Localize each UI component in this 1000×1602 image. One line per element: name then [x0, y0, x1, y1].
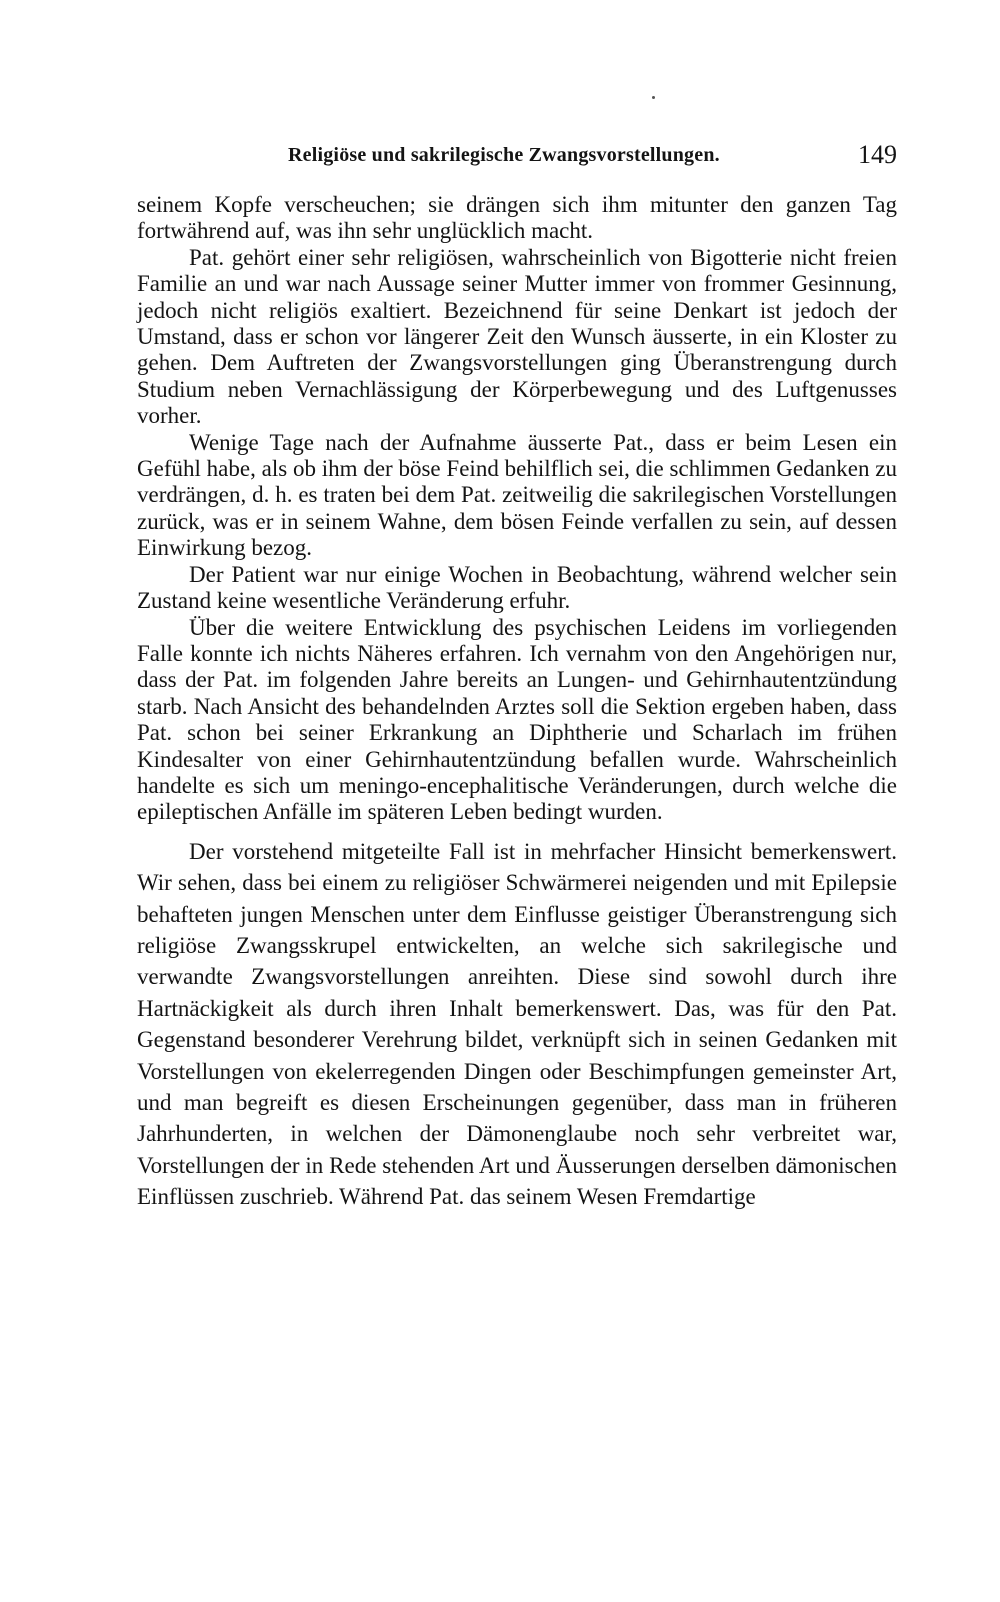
body-text: [137, 192, 897, 1213]
running-header: [137, 140, 897, 174]
page-number: 149: [858, 140, 897, 169]
running-title: Religiöse und sakrilegische Zwangsvorstellungen.: [288, 144, 720, 166]
paragraph-continuation: seinem Kopfe verscheuchen; sie drängen sich ihm mitunter den ganzen Tag fortwährend auf, was ihn sehr unglücklich macht.: [137, 192, 897, 244]
paragraph-observation: Der Patient war nur einige Wochen in Beobachtung, während welcher sein Zustand keine wesentliche Veränderung erfuhr.: [137, 561, 897, 614]
paragraph-after-admission: Wenige Tage nach der Aufnahme äusserte Pat., dass er beim Lesen ein Gefühl habe, als ob ihm der böse Feind behilflich sei, die schlimmen Gedanken zu verdrängen, d. h. es traten bei dem Pat. zeitweilig die sakrilegischen Vorstellungen zurück, was er in seinem Wahne, dem bösen Feinde verfallen zu sein, auf dessen Einwirkung bezog.: [137, 429, 897, 561]
paragraph-discussion: Der vorstehend mitgeteilte Fall ist in mehrfacher Hinsicht bemerkenswert. Wir sehen, dass bei einem zu religiöser Schwärmerei neigenden und mit Epilepsie behafteten jungen Menschen unter dem Einflusse geistiger Überanstrengung sich religiöse Zwangsskrupel entwickelten, an welche sich sakrilegische und verwandte Zwangsvorstellungen anreihten. Diese sind sowohl durch ihre Hartnäckigkeit als durch ihren Inhalt bemerkenswert. Das, was für den Pat. Gegenstand besonderer Verehrung bildet, verknüpft sich in seinen Gedanken mit Vorstellungen von ekelerregenden Dingen oder Beschimpfungen gemeinster Art, und man begreift es diesen Erscheinungen gegenüber, dass man in früheren Jahrhunderten, in welchen der Dämonenglaube noch sehr verbreitet war, Vorstellungen der in Rede stehenden Art und Äusserungen derselben dämonischen Einflüssen zuschrieb. Während Pat. das seinem Wesen Fremdartige: [137, 838, 897, 1210]
paragraph-family-history: Pat. gehört einer sehr religiösen, wahrscheinlich von Bigotterie nicht freien Familie an und war nach Aussage seiner Mutter immer von frommer Gesinnung, jedoch nicht religiös exaltiert. Bezeichnend für seine Denkart ist jedoch der Umstand, dass er schon vor längerer Zeit den Wunsch äusserte, in ein Kloster zu gehen. Dem Auftreten der Zwangsvorstellungen ging Überanstrengung durch Studium neben Vernachlässigung der Körperbewegung und des Luftgenusses vorher.: [137, 244, 897, 429]
print-speck: [652, 96, 655, 99]
paragraph-further-development: Über die weitere Entwicklung des psychischen Leidens im vorliegenden Falle konnte ich nichts Näheres erfahren. Ich vernahm von den Angehörigen nur, dass der Pat. im folgenden Jahre bereits an Lungen- und Gehirnhautentzündung starb. Nach Ansicht des behandelnden Arztes soll die Sektion ergeben haben, dass Pat. schon bei seiner Erkrankung an Diphtherie und Scharlach im frühen Kindesalter von einer Gehirnhautentzündung befallen wurde. Wahrscheinlich handelte es sich um meningo-encephalitische Veränderungen, durch welche die epileptischen Anfälle im späteren Leben bedingt wurden.: [137, 614, 897, 825]
